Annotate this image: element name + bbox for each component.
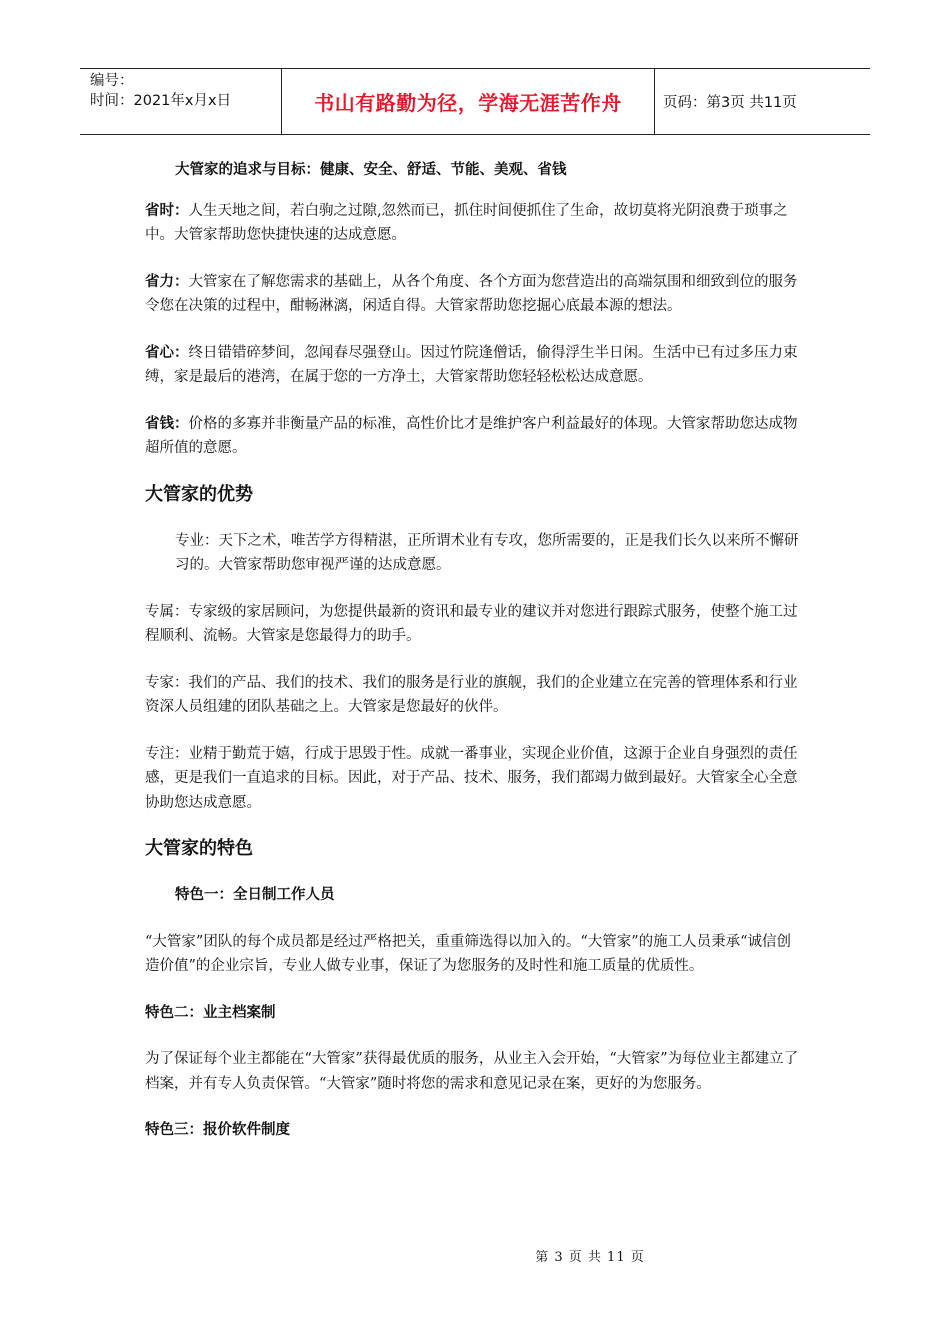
feature-1-title: 特色一：全日制工作人员 <box>175 887 335 903</box>
advantage-paragraph: 专注：业精于勤荒于嬉，行成于思毁于性。成就一番事业，实现企业价值，这源于企业自身强烈的责任感，更是我们一直追求的目标。因此，对于产品、技术、服务，我们都竭力做到最好。大管家全心全意协助您达成意愿。 <box>145 745 798 811</box>
feature-2-text: 为了保证每个业主都能在“大管家”获得最优质的服务，从业主入会开始，“大管家”为每位业主都建立了档案，并有专人负责保管。“大管家”随时将您的需求和意见记录在案，更好的为您服务。 <box>145 1051 799 1092</box>
header-meta <box>80 69 282 134</box>
header-page-info: 页码：第3页 共11页 <box>663 95 797 111</box>
item-text: 价格的多寡并非衡量产品的标准，高性价比才是维护客户利益最好的体现。大管家帮助您达成物超所值的意愿。 <box>145 415 798 456</box>
item-shengxin <box>145 341 805 390</box>
item-shengqian <box>145 412 805 461</box>
header-motto: 书山有路勤为径，学海无涯苦作舟 <box>314 91 622 115</box>
item-lead: 省心： <box>145 344 189 361</box>
title-line: 大管家的追求与目标：健康、安全、舒适、节能、美观、省钱 <box>175 162 567 178</box>
advantage-paragraph: 专业：天下之术，唯苦学方得精湛，正所谓术业有专攻，您所需要的，正是我们长久以来所不懈研习的。大管家帮助您审视严谨的达成意愿。 <box>175 532 799 573</box>
item-lead: 省钱： <box>145 415 189 432</box>
feature-2-title: 特色二：业主档案制 <box>145 1004 276 1021</box>
advantages-heading: 大管家的优势 <box>145 483 253 505</box>
page-header <box>80 68 870 135</box>
item-shengli <box>145 270 805 319</box>
time-label: 时间：2021年x月x日 <box>90 93 232 109</box>
advantage-paragraph: 专家：我们的产品、我们的技术、我们的服务是行业的旗舰，我们的企业建立在完善的管理体系和行业资深人员组建的团队基础之上。大管家是您最好的伙伴。 <box>145 674 798 715</box>
number-label: 编号： <box>90 73 134 89</box>
item-text: 终日错错碎梦间，忽闻春尽强登山。因过竹院逢僧话，偷得浮生半日闲。生活中已有过多压力束缚，家是最后的港湾，在属于您的一方净土，大管家帮助您轻轻松松达成意愿。 <box>145 344 798 385</box>
features-heading: 大管家的特色 <box>145 838 253 859</box>
item-lead: 省时： <box>145 202 189 219</box>
feature-3-title: 特色三：报价软件制度 <box>145 1122 290 1138</box>
item-shengshi <box>145 199 805 248</box>
footer-page-number: 第 3 页 共 11 页 <box>535 1250 645 1265</box>
feature-1-text: “大管家”团队的每个成员都是经过严格把关，重重筛选得以加入的。“大管家”的施工人员秉承“诚信创造价值”的企业宗旨，专业人做专业事，保证了为您服务的及时性和施工质量的优质性。 <box>145 933 792 974</box>
document-body <box>145 158 805 1143</box>
item-lead: 省力： <box>145 273 189 290</box>
header-motto-cell <box>282 69 655 134</box>
advantage-paragraph: 专属：专家级的家居顾问，为您提供最新的资讯和最专业的建议并对您进行跟踪式服务，使整个施工过程顺利、流畅。大管家是您最得力的助手。 <box>145 603 798 644</box>
item-text: 大管家在了解您需求的基础上，从各个角度、各个方面为您营造出的高端氛围和细致到位的服务令您在决策的过程中，酣畅淋漓，闲适自得。大管家帮助您挖掘心底最本源的想法。 <box>145 273 798 314</box>
page-footer <box>0 1246 950 1265</box>
item-text: 人生天地之间，若白驹之过隙,忽然而已，抓住时间便抓住了生命，故切莫将光阴浪费于琐事之中。大管家帮助您快捷快速的达成意愿。 <box>145 202 788 243</box>
